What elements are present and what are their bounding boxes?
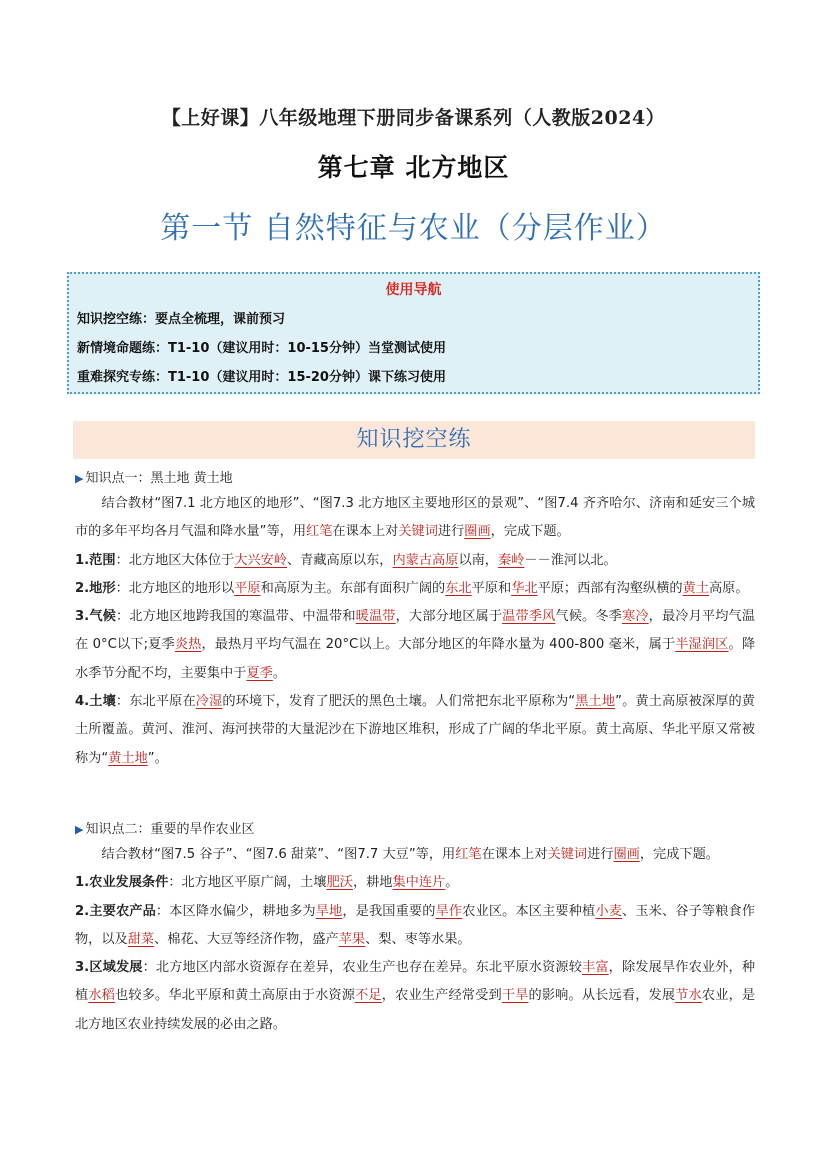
kp2-conditions: 1.农业发展条件：北方地区平原广阔，土壤肥沃，耕地集中连片。 [75,875,459,891]
section-band-title: 知识挖空练 [73,421,755,459]
kp1-terrain: 2.地形：北方地区的地形以平原和高原为主。东部有面积广阔的东北平原和华北平原；西部有沟壑纵横的黄土高原。 [75,580,749,596]
kp1-climate: 3.气候：北方地区地跨我国的寒温带、中温带和暖温带，大部分地区属于温带季风气候。冬季寒冷，最冷月平均气温在 0°C以下;夏季炎热，最热月平均气温在 20°C以上。大部分地区的年降水量为 400-800 毫米，属于半湿润区。降水季节分配不均，主要集中于夏季。 [75,609,756,681]
kp1-soil: 4.土壤：东北平原在冷湿的环境下，发育了肥沃的黑色土壤。人们常把东北平原称为“黑土地”。黄土高原被深厚的黄土所覆盖。黄河、淮河、海河挟带的大量泥沙在下游地区堆积，形成了广阔的华北平原。黄土高原、华北平原又常被称为“黄土地”。 [75,694,755,766]
knowledge-point-2-title: ▶ 知识点二：重要的旱作农业区 [75,822,255,837]
kp1-intro: 结合教材“图7.1 北方地区的地形”、“图7.3 北方地区主要地形区的景观”、“图7.4 齐齐哈尔、济南和延安三个城市的多年平均各月气温和降水量”等，用红笔在课本上对关键词进行圈画，完成下题。 [75,496,755,540]
kp2-intro: 结合教材“图7.5 谷子”、“图7.6 甜菜”、“图7.7 大豆”等，用红笔在课本上对关键词进行圈画，完成下题。 [101,847,719,862]
knowledge-point-1-title: ▶ 知识点一：黑土地 黄土地 [75,471,233,486]
chapter-title: 第七章 北方地区 [317,153,510,182]
kp2-development: 3.区域发展：北方地区内部水资源存在差异，农业生产也存在差异。东北平原水资源较丰富，除发展旱作农业外，种植水稻也较多。华北平原和黄土高原由于水资源不足，农业生产经常受到干旱的影响。从长远看，发展节水农业，是北方地区农业持续发展的必由之路。 [75,960,756,1032]
kp1-range: 1.范围：北方地区大体位于大兴安岭、青藏高原以东，内蒙古高原以南，秦岭－－淮河以北。 [75,552,617,568]
guide-line-new-context: 新情境命题练：T1-10（建议用时：10-15分钟）当堂测试使用 [77,341,446,356]
usage-guide-title: 使用导航 [385,282,442,298]
kp2-products: 2.主要农产品：本区降水偏少，耕地多为旱地，是我国重要的旱作农业区。本区主要种植小麦、玉米、谷子等粮食作物，以及甜菜、棉花、大豆等经济作物，盛产苹果、梨、枣等水果。 [75,903,756,947]
knowledge-point-2-body [75,841,755,1039]
guide-line-difficult: 重难探究专练：T1-10（建议用时：15-20分钟）课下练习使用 [77,370,446,385]
section-title: 第一节 自然特征与农业（分层作业） [160,211,667,246]
series-title: 【上好课】八年级地理下册同步备课系列（人教版2024） [161,107,666,129]
guide-line-knowledge: 知识挖空练：要点全梳理，课前预习 [77,312,286,327]
triangle-bullet-icon: ▶ [75,823,84,836]
knowledge-point-1-body [75,490,755,773]
usage-guide-box [67,272,760,394]
triangle-bullet-icon: ▶ [75,472,84,485]
